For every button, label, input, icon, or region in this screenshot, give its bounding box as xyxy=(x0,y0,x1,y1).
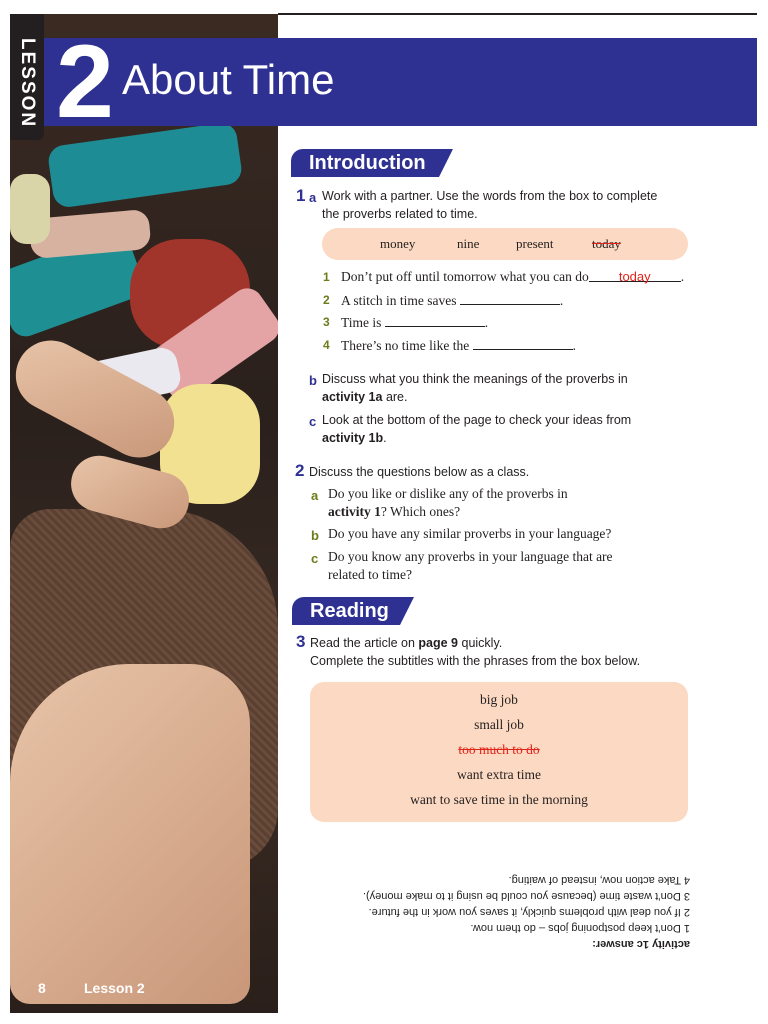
question-1b-line-2 xyxy=(322,388,407,406)
proverb-4 xyxy=(341,336,576,355)
question-2b-letter: b xyxy=(311,528,319,543)
lesson-number: 2 xyxy=(56,24,110,140)
proverb-number: 4 xyxy=(323,338,330,352)
proverb-3 xyxy=(341,313,488,332)
introduction-heading: Introduction xyxy=(291,149,439,177)
question-2c-line-1: Do you know any proverbs in your language that are xyxy=(328,549,613,564)
proverb-end: . xyxy=(559,293,564,308)
proverb-text: Don’t put off until tomorrow what you can do xyxy=(341,269,589,284)
question-3-line-1 xyxy=(310,634,502,652)
question-1a-instruction-line-1: Work with a partner. Use the words from the box to complete xyxy=(322,189,658,203)
proverb-answer-blank[interactable] xyxy=(589,268,681,282)
phrase-item: want extra time xyxy=(457,767,541,782)
proverb-number: 2 xyxy=(323,293,330,307)
proverb-end: . xyxy=(572,338,576,353)
question-2-instruction: Discuss the questions below as a class. xyxy=(309,465,530,479)
phrase-item: big job xyxy=(480,692,518,707)
proverb-end: . xyxy=(680,269,685,284)
question-3-line-1-post: quickly. xyxy=(458,636,503,650)
lesson-tab-label: LESSON xyxy=(17,38,38,129)
top-rule xyxy=(278,13,757,15)
proverb-number: 1 xyxy=(323,270,330,284)
question-1b-letter: b xyxy=(309,373,317,388)
answer-key-line: 4 Take action now, instead of waiting. xyxy=(508,874,690,886)
word-box-item: present xyxy=(516,236,554,251)
word-box-item-used: today xyxy=(592,236,621,251)
proverb-answer-blank[interactable] xyxy=(385,313,485,327)
phrase-item-used: too much to do xyxy=(458,742,540,757)
question-1b-line-1: Discuss what you think the meanings of the proverbs in xyxy=(322,372,628,386)
question-1c-line-1: Look at the bottom of the page to check your ideas from xyxy=(322,413,632,427)
phrase-item: want to save time in the morning xyxy=(410,792,588,807)
question-3-line-2: Complete the subtitles with the phrases from the box below. xyxy=(310,654,641,668)
page-number: 8 xyxy=(38,980,46,996)
question-1a-letter: a xyxy=(309,190,317,205)
answer-key-line: 1 Don’t keep postponing jobs – do them now. xyxy=(470,922,690,934)
proverb-end: . xyxy=(484,315,489,330)
word-box-item: nine xyxy=(457,236,480,251)
activity-reference: activity 1a xyxy=(322,390,383,404)
footer-lesson-label: Lesson 2 xyxy=(84,980,145,996)
proverb-number: 3 xyxy=(323,315,330,329)
word-box xyxy=(322,228,688,260)
proverb-answer-blank[interactable] xyxy=(473,336,573,350)
word-box-item: money xyxy=(380,236,416,251)
proverb-text: There’s no time like the xyxy=(341,338,473,353)
answer-key-heading: activity 1c answer: xyxy=(592,938,690,950)
proverb-text: Time is xyxy=(341,315,385,330)
question-2a-line-1: Do you like or dislike any of the proverbs in xyxy=(328,486,568,501)
question-1b-rest: are. xyxy=(382,390,408,404)
question-2a-letter: a xyxy=(311,488,319,503)
question-1c-line-2 xyxy=(322,429,387,447)
lesson-tab xyxy=(10,14,44,140)
question-2-number: 2 xyxy=(295,461,305,480)
question-2a-rest: ? Which ones? xyxy=(380,504,461,519)
question-2b-line-1: Do you have any similar proverbs in your language? xyxy=(328,526,612,541)
proverb-answer-blank[interactable] xyxy=(460,291,560,305)
activity-reference: activity 1b xyxy=(322,431,384,445)
answer-key-upside-down xyxy=(340,864,690,952)
answer-key-line: 2 If you deal with problems quickly, it saves you work in the future. xyxy=(368,906,690,918)
cover-photo xyxy=(10,14,278,1013)
question-3-line-1-pre: Read the article on xyxy=(310,636,419,650)
question-2c-line-2: related to time? xyxy=(328,567,412,582)
question-2c-letter: c xyxy=(311,551,319,566)
activity-reference: activity 1 xyxy=(328,504,381,519)
question-1c-letter: c xyxy=(309,414,317,429)
proverb-1 xyxy=(341,268,684,286)
page-reference: page 9 xyxy=(418,636,459,650)
phrase-item: small job xyxy=(474,717,524,732)
reading-heading: Reading xyxy=(292,597,400,625)
question-1a-instruction-line-2: the proverbs related to time. xyxy=(322,207,478,221)
question-1c-rest: . xyxy=(383,431,387,445)
proverb-text: A stitch in time saves xyxy=(341,293,460,308)
question-1-number: 1 xyxy=(296,186,306,205)
proverb-answer: today xyxy=(618,269,651,284)
question-2a-line-2 xyxy=(328,503,460,521)
answer-key-line: 3 Don’t waste time (because you could be using it to make money). xyxy=(362,890,690,902)
phrase-box xyxy=(310,682,688,822)
question-3-number: 3 xyxy=(296,632,306,651)
proverb-2 xyxy=(341,291,563,310)
page-title: About Time xyxy=(122,56,335,103)
